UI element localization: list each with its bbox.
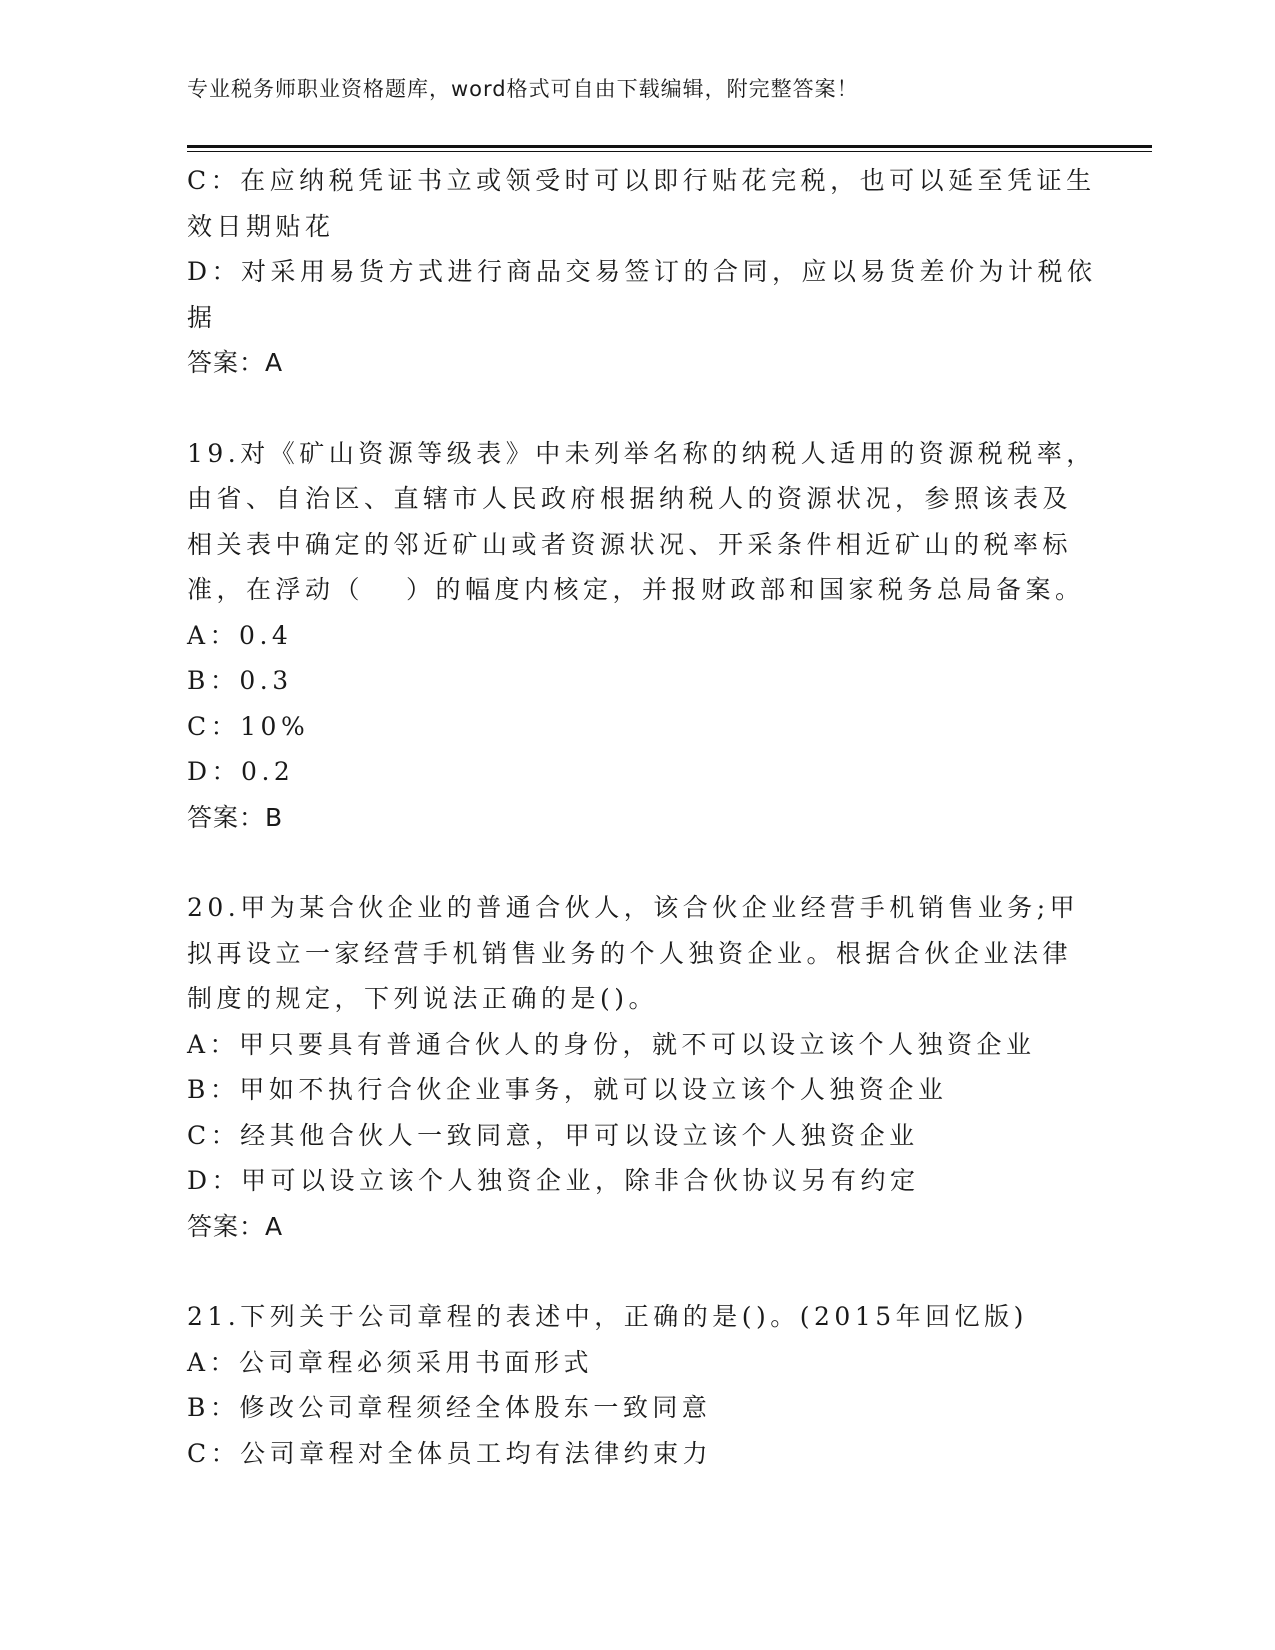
question-stem-line-3: 制度的规定，下列说法正确的是()。 [187, 984, 659, 1013]
option-c: C：公司章程对全体员工均有法律约束力 [187, 1438, 713, 1468]
answer: 答案：A [187, 1211, 284, 1241]
option-b: B：甲如不执行合伙企业事务，就可以设立该个人独资企业 [187, 1075, 948, 1104]
header-divider-thin [187, 151, 1152, 152]
question-stem-line-1: 19.对《矿山资源等级表》中未列举名称的纳税人适用的资源税税率， [187, 438, 1096, 468]
answer: 答案：B [187, 802, 284, 832]
question-stem-line-4: 准，在浮动（ ）的幅度内核定，并报财政部和国家税务总局备案。 [187, 575, 1085, 604]
option-c-line-1: C：在应纳税凭证书立或领受时可以即行贴花完税，也可以延至凭证生 [187, 166, 1096, 195]
option-b: B：0.3 [187, 666, 293, 695]
question-19 [187, 431, 1147, 841]
option-d: D：0.2 [187, 757, 295, 786]
option-a: A：0.4 [187, 620, 293, 650]
option-c: C：经其他合伙人一致同意，甲可以设立该个人独资企业 [187, 1120, 919, 1150]
page-header: 专业税务师职业资格题库，word格式可自由下载编辑，附完整答案！ [187, 77, 859, 101]
question-stem-line-2: 由省、自治区、直辖市人民政府根据纳税人的资源状况，参照该表及 [187, 484, 1073, 513]
question-21 [187, 1294, 1147, 1476]
option-d-line-2: 据 [187, 302, 217, 332]
question-stem-line-2: 拟再设立一家经营手机销售业务的个人独资企业。根据合伙企业法律 [187, 938, 1073, 968]
option-a: A：甲只要具有普通合伙人的身份，就不可以设立该个人独资企业 [187, 1029, 1036, 1059]
question-18-tail [187, 158, 1147, 386]
option-d-line-1: D：对采用易货方式进行商品交易签订的合同，应以易货差价为计税依 [187, 257, 1097, 286]
question-stem-line-3: 相关表中确定的邻近矿山或者资源状况、开采条件相近矿山的税率标 [187, 529, 1073, 559]
question-stem-line-1: 20.甲为某合伙企业的普通合伙人，该合伙企业经营手机销售业务;甲 [187, 893, 1080, 922]
option-c-line-2: 效日期贴花 [187, 211, 335, 241]
document-body [187, 158, 1147, 1476]
header-divider-thick [187, 145, 1152, 148]
question-20 [187, 885, 1147, 1249]
answer: 答案：A [187, 348, 284, 377]
option-c: C：10% [187, 711, 310, 741]
option-d: D：甲可以设立该个人独资企业，除非合伙协议另有约定 [187, 1166, 920, 1195]
question-stem-line-1: 21.下列关于公司章程的表述中，正确的是()。(2015年回忆版) [187, 1302, 1028, 1331]
option-b: B：修改公司章程须经全体股东一致同意 [187, 1393, 712, 1422]
option-a: A：公司章程必须采用书面形式 [187, 1347, 594, 1377]
